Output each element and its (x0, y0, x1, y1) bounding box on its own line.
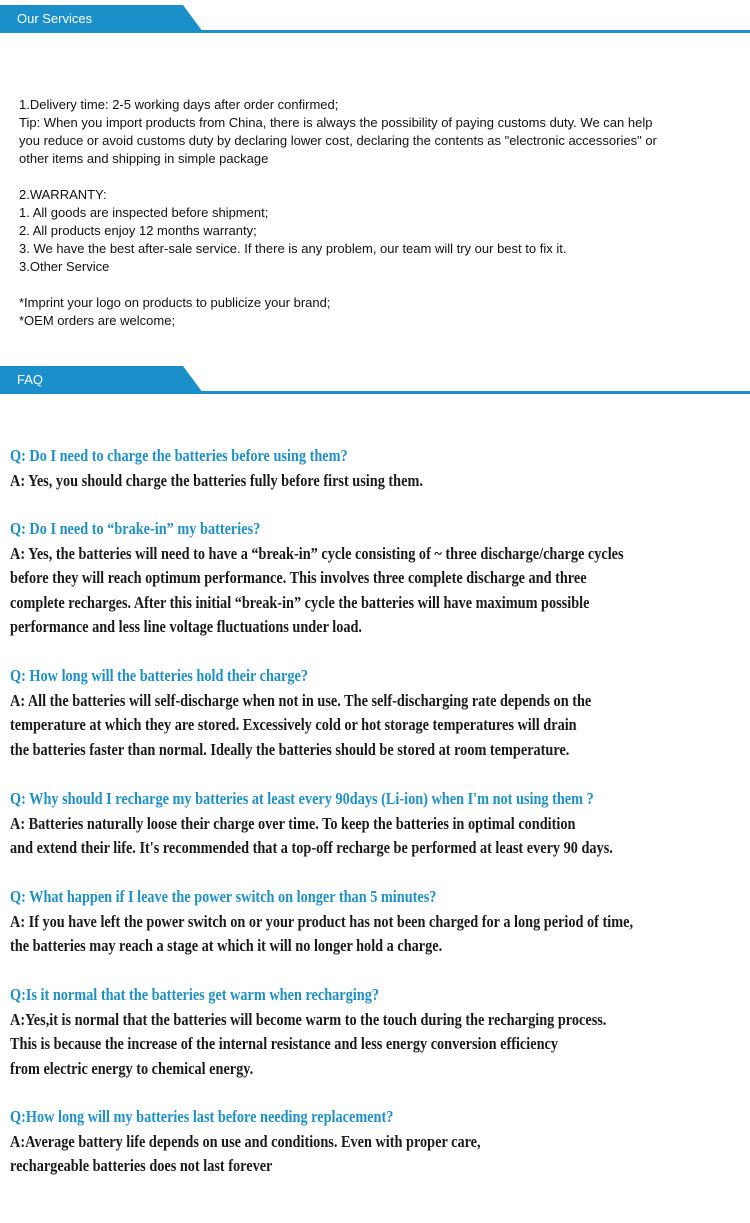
faq-answer-line: A: Yes, the batteries will need to have a “break-in” cycle consisting of ~ three discharge/charge cycles (10, 543, 624, 563)
text-line: 1.Delivery time: 2-5 working days after order confirmed; (19, 97, 339, 112)
faq-item (10, 664, 702, 762)
text-line: you reduce or avoid customs duty by declaring lower cost, declaring the contents as "electronic accessories" or (19, 133, 657, 148)
faq-answer-line: A: All the batteries will self-discharge when not in use. The self-discharging rate depends on the (10, 690, 592, 710)
faq-question: Q: Why should I recharge my batteries at least every 90days (Li-ion) when I'm not using them ? (10, 789, 594, 808)
banner-divider (0, 30, 750, 33)
faq-answer-line: A: Yes, you should charge the batteries fully before first using them. (10, 470, 423, 490)
faq-answer-line: A:Yes,it is normal that the batteries will become warm to the touch during the recharging process. (10, 1009, 607, 1029)
faq-banner (0, 361, 750, 395)
text-line: other items and shipping in simple package (19, 151, 269, 166)
faq-item (10, 1105, 570, 1179)
text-line: 2.WARRANTY: (19, 187, 107, 202)
other-service-section (19, 294, 330, 330)
faq-question: Q: What happen if I leave the power switch on longer than 5 minutes? (10, 887, 437, 906)
faq-answer-line: and extend their life. It's recommended that a top-off recharge be performed at least every 90 days. (10, 838, 613, 857)
text-line: *OEM orders are welcome; (19, 313, 176, 328)
faq-question: Q:Is it normal that the batteries get warm when recharging? (10, 985, 379, 1004)
text-line: Tip: When you import products from China, there is always the possibility of paying customs duty. We can help (19, 115, 653, 130)
services-title: Our Services (17, 11, 93, 26)
faq-answer-line: from electric energy to chemical energy. (10, 1058, 254, 1078)
faq-answer-line: A: Batteries naturally loose their charge over time. To keep the batteries in optimal condition (10, 813, 576, 833)
faq-answer-line: the batteries may reach a stage at which it will no longer hold a charge. (10, 936, 443, 955)
faq-answer-line: before they will reach optimum performance. This involves three complete discharge and three (10, 568, 587, 587)
faq-title: FAQ (17, 372, 44, 387)
faq-answer-line: temperature at which they are stored. Excessively cold or hot storage temperatures will drain (10, 715, 577, 734)
faq-question: Q: Do I need to “brake-in” my batteries? (10, 519, 261, 538)
faq-answer-line: complete recharges. After this initial “break-in” cycle the batteries will have maximum possible (10, 592, 590, 612)
faq-item (10, 885, 750, 959)
banner-divider (0, 391, 750, 394)
faq-answer-line: rechargeable batteries does not last forever (10, 1156, 273, 1175)
faq-item (10, 517, 740, 640)
faq-answer-line: A:Average battery life depends on use and conditions. Even with proper care, (10, 1131, 481, 1151)
faq-answer-line: performance and less line voltage fluctuations under load. (10, 617, 362, 636)
delivery-section (19, 96, 657, 168)
text-line: *Imprint your logo on products to publicize your brand; (19, 295, 331, 310)
faq-question: Q: How long will the batteries hold their charge? (10, 666, 309, 685)
text-line: 1. All goods are inspected before shipment; (19, 205, 269, 220)
faq-answer-line: A: If you have left the power switch on or your product has not been charged for a long period of time, (10, 911, 634, 931)
faq-answer-line: This is because the increase of the internal resistance and less energy conversion efficiency (10, 1034, 558, 1053)
faq-item (10, 444, 502, 493)
faq-question: Q:How long will my batteries last before needing replacement? (10, 1107, 394, 1126)
faq-answer-line: the batteries faster than normal. Ideally the batteries should be stored at room temperature. (10, 739, 570, 759)
text-line: 3.Other Service (19, 259, 110, 274)
faq-item (10, 787, 728, 861)
warranty-section (19, 186, 566, 276)
faq-question: Q: Do I need to charge the batteries before using them? (10, 446, 348, 465)
text-line: 3. We have the best after-sale service. If there is any problem, our team will try our best to fix it. (19, 241, 567, 256)
text-line: 2. All products enjoy 12 months warranty; (19, 223, 257, 238)
services-banner (0, 0, 750, 34)
faq-item (10, 983, 720, 1081)
